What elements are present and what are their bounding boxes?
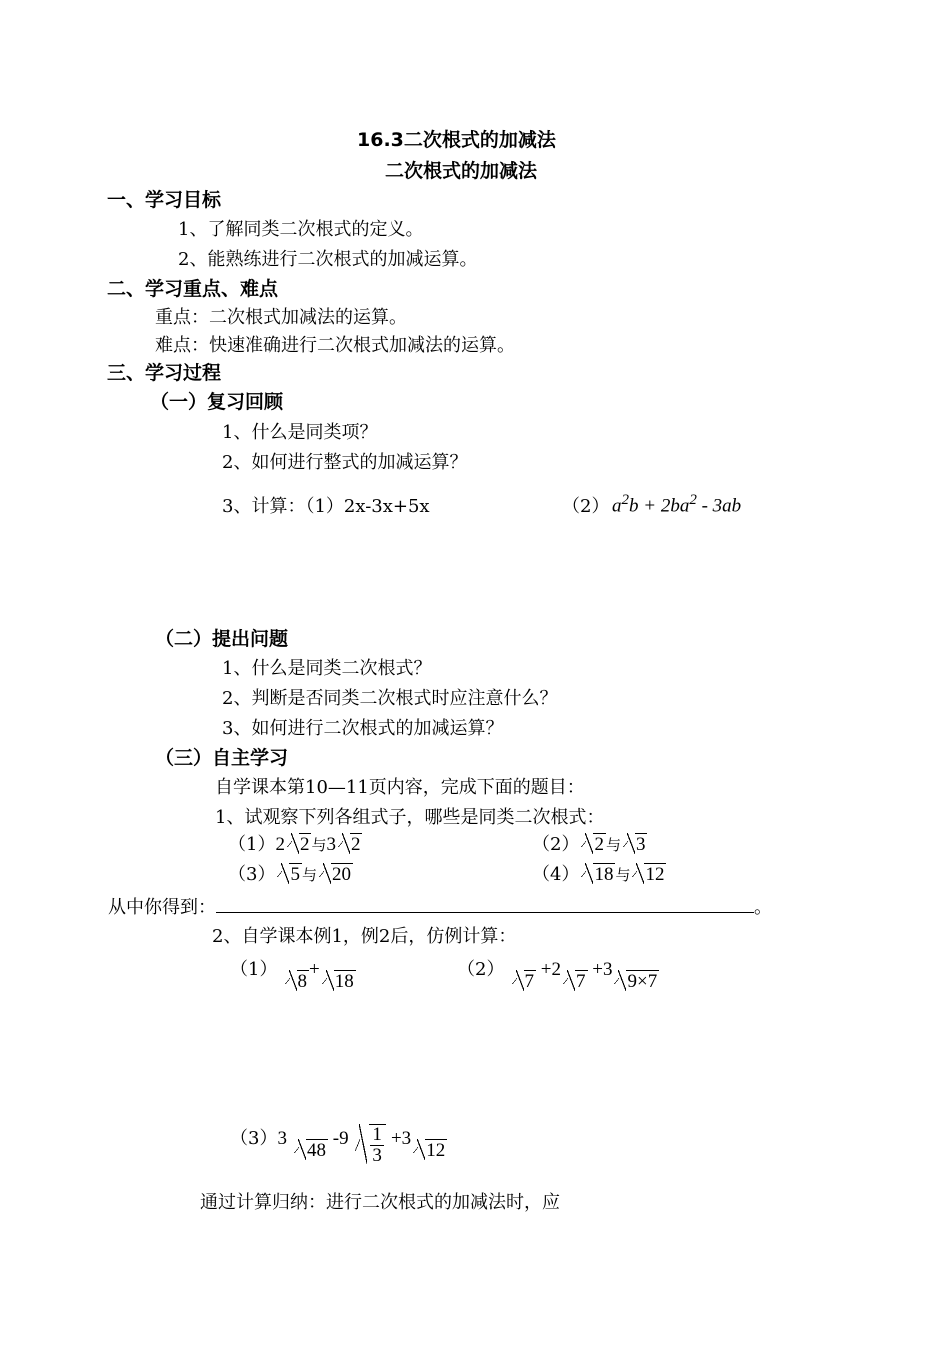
calc-3: （3）3 48 -9 $\frac{1}{3}$ +312 (230, 1124, 446, 1166)
group-1: （1）2 2 与3 2 (228, 834, 361, 855)
part-heading-review: （一）复习回顾 (150, 391, 284, 413)
summary-text: 通过计算归纳：进行二次根式的加减法时，应 (200, 1192, 560, 1213)
question-item-3: 3、如何进行二次根式的加减运算？ (222, 718, 504, 739)
goal-item-2: 2、能熟练进行二次根式的加减运算。 (178, 249, 478, 270)
goal-item-1: 1、了解同类二次根式的定义。 (178, 219, 424, 240)
page-subtitle: 二次根式的加减法 (385, 160, 538, 182)
focus-item-key: 重点：二次根式加减法的运算。 (155, 307, 407, 328)
group-4: （4） 18 与 12 (532, 864, 665, 885)
calc-2: （2） 7 +27 +39×7 (457, 959, 658, 992)
task-2-prompt: 2、自学课本例1，例2后，仿例计算： (212, 926, 517, 947)
part-heading-self-study: （三）自主学习 (155, 747, 289, 769)
section-heading-process: 三、学习过程 (107, 362, 222, 384)
page-title: 16.3二次根式的加减法 (357, 129, 556, 151)
calc-1: （1） 8+18 (230, 959, 354, 992)
conclusion-blank[interactable] (216, 894, 754, 913)
polynomial-expression: $a^2b + 2ba^2 - 3ab$ (612, 492, 742, 517)
review-question-3-part2-label: （2） (562, 496, 610, 517)
group-3: （3） 5 与 20 (228, 864, 351, 885)
conclusion-line: 从中你得到： 。 (108, 893, 772, 919)
section-heading-focus: 二、学习重点、难点 (107, 278, 279, 300)
question-item-1: 1、什么是同类二次根式？ (222, 658, 432, 679)
group-2: （2） 2 与 3 (532, 834, 646, 855)
question-item-2: 2、判断是否同类二次根式时应注意什么？ (222, 688, 558, 709)
part-heading-questions: （二）提出问题 (155, 628, 289, 650)
task-1-prompt: 1、试观察下列各组式子，哪些是同类二次根式： (215, 807, 605, 828)
self-study-intro: 自学课本第10—11页内容，完成下面的题目： (215, 777, 585, 798)
review-question-3: 3、计算：（1）2x-3x+5x (222, 496, 430, 517)
section-heading-goals: 一、学习目标 (107, 189, 222, 211)
review-question-1: 1、什么是同类项？ (222, 422, 378, 443)
review-question-2: 2、如何进行整式的加减运算？ (222, 452, 468, 473)
focus-item-difficulty: 难点：快速准确进行二次根式加减法的运算。 (155, 335, 515, 356)
